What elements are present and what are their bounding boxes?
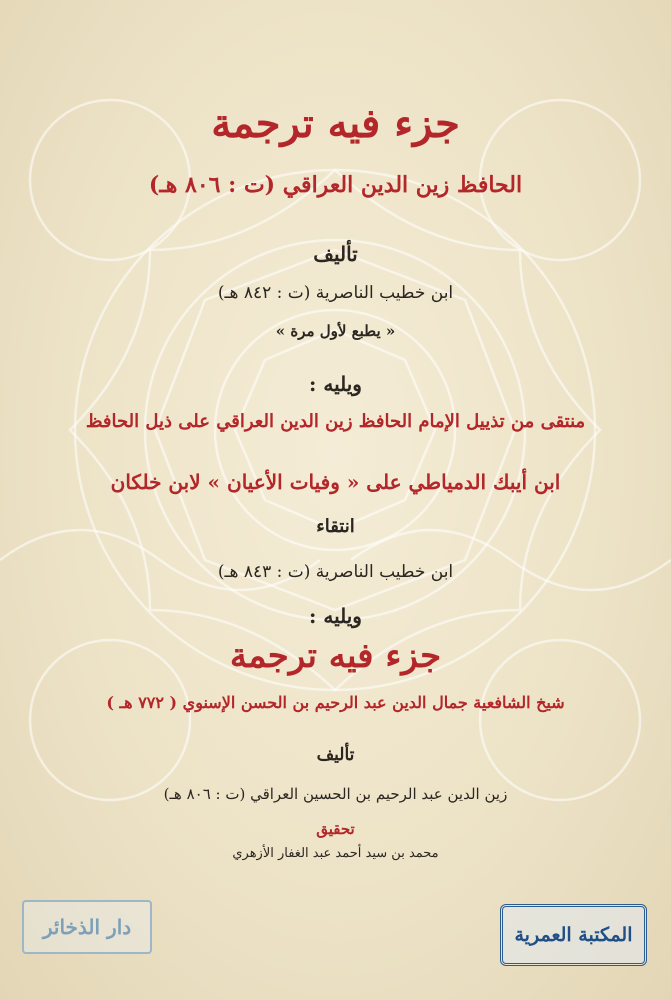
first-print-note: « يطبع لأول مرة » xyxy=(275,322,396,340)
by-label-2: تأليف xyxy=(316,745,355,765)
editor-name: محمد بن سيد أحمد عبد الغفار الأزهري xyxy=(232,846,439,861)
publisher-logo-dar-al-dhakhair: دار الذخائر xyxy=(22,900,152,954)
publisher-logo-al-maktaba-al-umariyya: المكتبة العمرية xyxy=(500,904,647,966)
subtitle: الحافظ زين الدين العراقي (ت : ٨٠٦ هـ) xyxy=(148,172,523,198)
selection-label: انتقاء xyxy=(316,516,355,537)
third-work-author: زين الدين عبد الرحيم بن الحسين العراقي (ت : ٨٠٦ هـ) xyxy=(163,785,508,803)
verification-label: تحقيق xyxy=(316,820,355,838)
third-work-title: جزء فيه ترجمة xyxy=(229,636,442,676)
main-title: جزء فيه ترجمة xyxy=(211,100,460,147)
author-name: ابن خطيب الناصرية (ت : ٨٤٢ هـ) xyxy=(217,283,454,303)
followed-by-label: ويليه : xyxy=(309,372,362,396)
followed-by-label-2: ويليه : xyxy=(309,604,362,628)
third-work-subtitle: شيخ الشافعية جمال الدين عبد الرحيم بن الحسن الإسنوي ( ٧٧٢ هـ ) xyxy=(106,693,565,712)
second-work-title-line2: ابن أيبك الدمياطي على « وفيات الأعيان » لابن خلكان xyxy=(110,470,561,494)
selector-name: ابن خطيب الناصرية (ت : ٨٤٣ هـ) xyxy=(217,562,454,582)
second-work-title-line1: منتقى من تذييل الإمام الحافظ زين الدين العراقي على ذيل الحافظ xyxy=(85,411,586,432)
by-label: تأليف xyxy=(313,242,358,266)
